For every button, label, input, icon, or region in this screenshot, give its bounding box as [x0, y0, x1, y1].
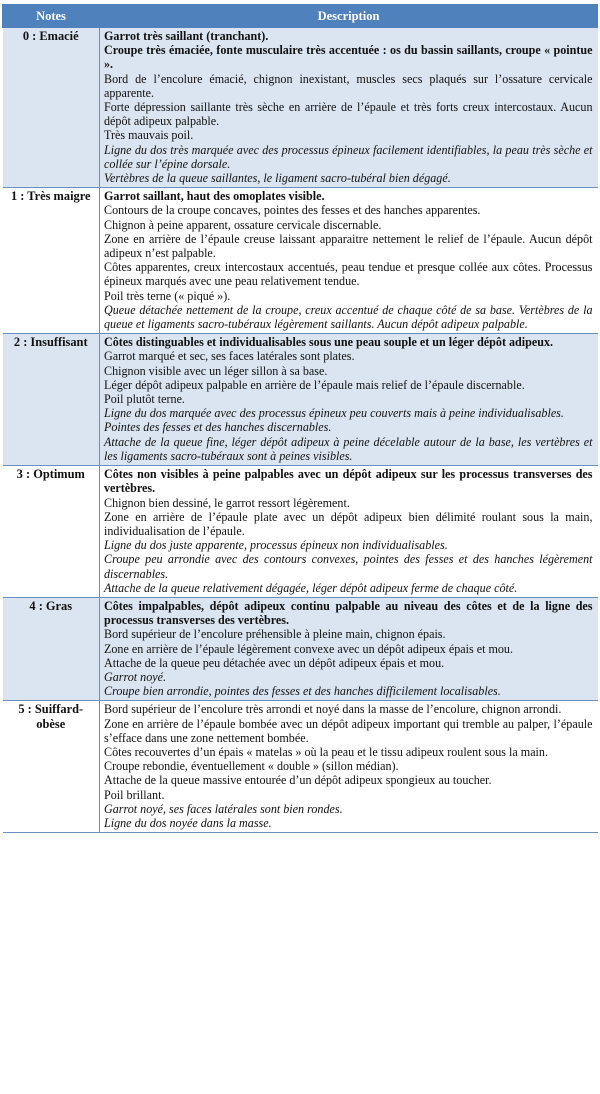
description-line: Garrot noyé. — [104, 669, 167, 684]
description-line: Zone en arrière de l’épaule plate avec un dépôt adipeux bien délimité roulant sous la main, individualisation de l’épaule. — [104, 509, 593, 538]
description-line: Poil très terne (« piqué »). — [104, 288, 231, 303]
table-row — [3, 334, 598, 466]
description-line: Contours de la croupe concaves, pointes des fesses et des hanches apparentes. — [104, 203, 481, 218]
description-line: Ligne du dos juste apparente, processus épineux non individualisables. — [104, 538, 448, 553]
description-line: Attache de la queue massive entourée d’un dépôt adipeux spongieux au toucher. — [104, 773, 492, 788]
table-row — [3, 466, 598, 598]
table-row — [3, 28, 598, 188]
description-line: Attache de la queue relativement dégagée, léger dépôt adipeux ferme de chaque côté. — [104, 580, 518, 595]
score-note: 2 : Insuffisant — [3, 334, 100, 466]
description-line: Léger dépôt adipeux palpable en arrière de l’épaule mais relief de l’épaule discernable. — [104, 377, 525, 392]
description-line: Bord supérieur de l’encolure préhensible à pleine main, chignon épais. — [104, 627, 446, 642]
header-description: Description — [100, 5, 598, 28]
description-line: Queue détachée nettement de la croupe, creux accentué de chaque côté de sa base. Vertèbres de la queue et ligaments sacro-tubéraux légèrement saillants. Aucun dépôt adipeux palpable. — [104, 302, 593, 332]
description-line: Chignon à peine apparent, ossature cervicale discernable. — [104, 217, 382, 232]
score-description — [100, 466, 598, 598]
description-line: Côtes apparentes, creux intercostaux accentués, peau tendue et presque collée aux côtes. Processus épineux marqués avec une peau relativement tendue. — [104, 260, 593, 289]
description-line: Ligne du dos noyée dans la masse. — [104, 815, 272, 830]
description-line: Zone en arrière de l’épaule bombée avec un dépôt adipeux important qui tremble au palper, l’épaule s’efface dans une zone nettement bombée. — [104, 716, 593, 745]
description-line: Croupe très émaciée, fonte musculaire très accentuée : os du bassin saillants, croupe « pointue ». — [104, 43, 593, 72]
description-line: Ligne du dos marquée avec des processus épineux peu couverts mais à peine individualisables. — [104, 406, 564, 421]
score-note: 3 : Optimum — [3, 466, 100, 598]
description-line: Vertèbres de la queue saillantes, le ligament sacro-tubéral bien dégagé. — [104, 171, 451, 186]
table-row — [3, 597, 598, 700]
description-line: Côtes distinguables et individualisables sous une peau souple et un léger dépôt adipeux. — [104, 335, 554, 350]
description-line: Côtes recouvertes d’un épais « matelas » où la peau et le tissu adipeux roulent sous la main. — [104, 744, 548, 759]
description-line: Poil brillant. — [104, 787, 165, 802]
description-line: Croupe peu arrondie avec des contours convexes, pointes des fesses et des hanches légèrement discernables. — [104, 552, 593, 581]
score-note: 5 : Suiffard-obèse — [3, 701, 100, 833]
description-line: Croupe bien arrondie, pointes des fesses et des hanches difficilement localisables. — [104, 684, 501, 699]
score-note: 4 : Gras — [3, 597, 100, 700]
score-note: 0 : Emacié — [3, 28, 100, 188]
description-line: Zone en arrière de l’épaule légèrement convexe avec un dépôt adipeux épais et mou. — [104, 641, 513, 656]
score-description — [100, 701, 598, 833]
description-line: Pointes des fesses et des hanches discernables. — [104, 420, 332, 435]
description-line: Attache de la queue peu détachée avec un dépôt adipeux épais et mou. — [104, 655, 445, 670]
description-line: Garrot marqué et sec, ses faces latérales sont plates. — [104, 349, 355, 364]
description-line: Poil plutôt terne. — [104, 392, 185, 407]
description-line: Côtes impalpables, dépôt adipeux continu palpable au niveau des côtes et de la ligne des processus transverses des vertèbres. — [104, 598, 593, 628]
table-row — [3, 701, 598, 833]
description-line: Ligne du dos très marquée avec des processus épineux facilement identifiables, la peau très sèche et collée sur l’épine dorsale. — [104, 142, 593, 171]
table-row — [3, 188, 598, 334]
score-description — [100, 188, 598, 334]
description-line: Chignon bien dessiné, le garrot ressort légèrement. — [104, 495, 350, 510]
description-line: Attache de la queue fine, léger dépôt adipeux à peine décelable autour de la base, les vertèbres et les ligaments sacro-tubéraux sont à peines visibles. — [104, 434, 593, 463]
description-line: Côtes non visibles à peine palpables avec un dépôt adipeux sur les processus transverses des vertèbres. — [104, 467, 593, 496]
description-line: Garrot noyé, ses faces latérales sont bien rondes. — [104, 801, 343, 816]
description-line: Bord supérieur de l’encolure très arrondi et noyé dans la masse de l’encolure, chignon arrondi. — [104, 702, 562, 717]
score-note: 1 : Très maigre — [3, 188, 100, 334]
score-description — [100, 334, 598, 466]
description-line: Forte dépression saillante très sèche en arrière de l’épaule et très forts creux intercostaux. Aucun dépôt adipeux palpable. — [104, 100, 593, 129]
description-line: Garrot saillant, haut des omoplates visible. — [104, 189, 325, 204]
header-notes: Notes — [3, 5, 100, 28]
description-line: Bord de l’encolure émacié, chignon inexistant, muscles secs plaqués sur l’ossature cervicale apparente. — [104, 71, 593, 100]
description-line: Chignon visible avec un léger sillon à sa base. — [104, 363, 328, 378]
description-line: Garrot très saillant (tranchant). — [104, 29, 269, 43]
body-condition-table — [2, 4, 598, 833]
score-description — [100, 597, 598, 700]
score-description — [100, 28, 598, 188]
table-header-row — [3, 5, 598, 28]
description-line: Très mauvais poil. — [104, 128, 194, 143]
description-line: Zone en arrière de l’épaule creuse laissant apparaitre nettement le relief de l’épaule. Aucun dépôt adipeux n’est palpable. — [104, 231, 593, 261]
table-body — [3, 28, 598, 833]
description-line: Croupe rebondie, éventuellement « double » (sillon médian). — [104, 759, 399, 774]
